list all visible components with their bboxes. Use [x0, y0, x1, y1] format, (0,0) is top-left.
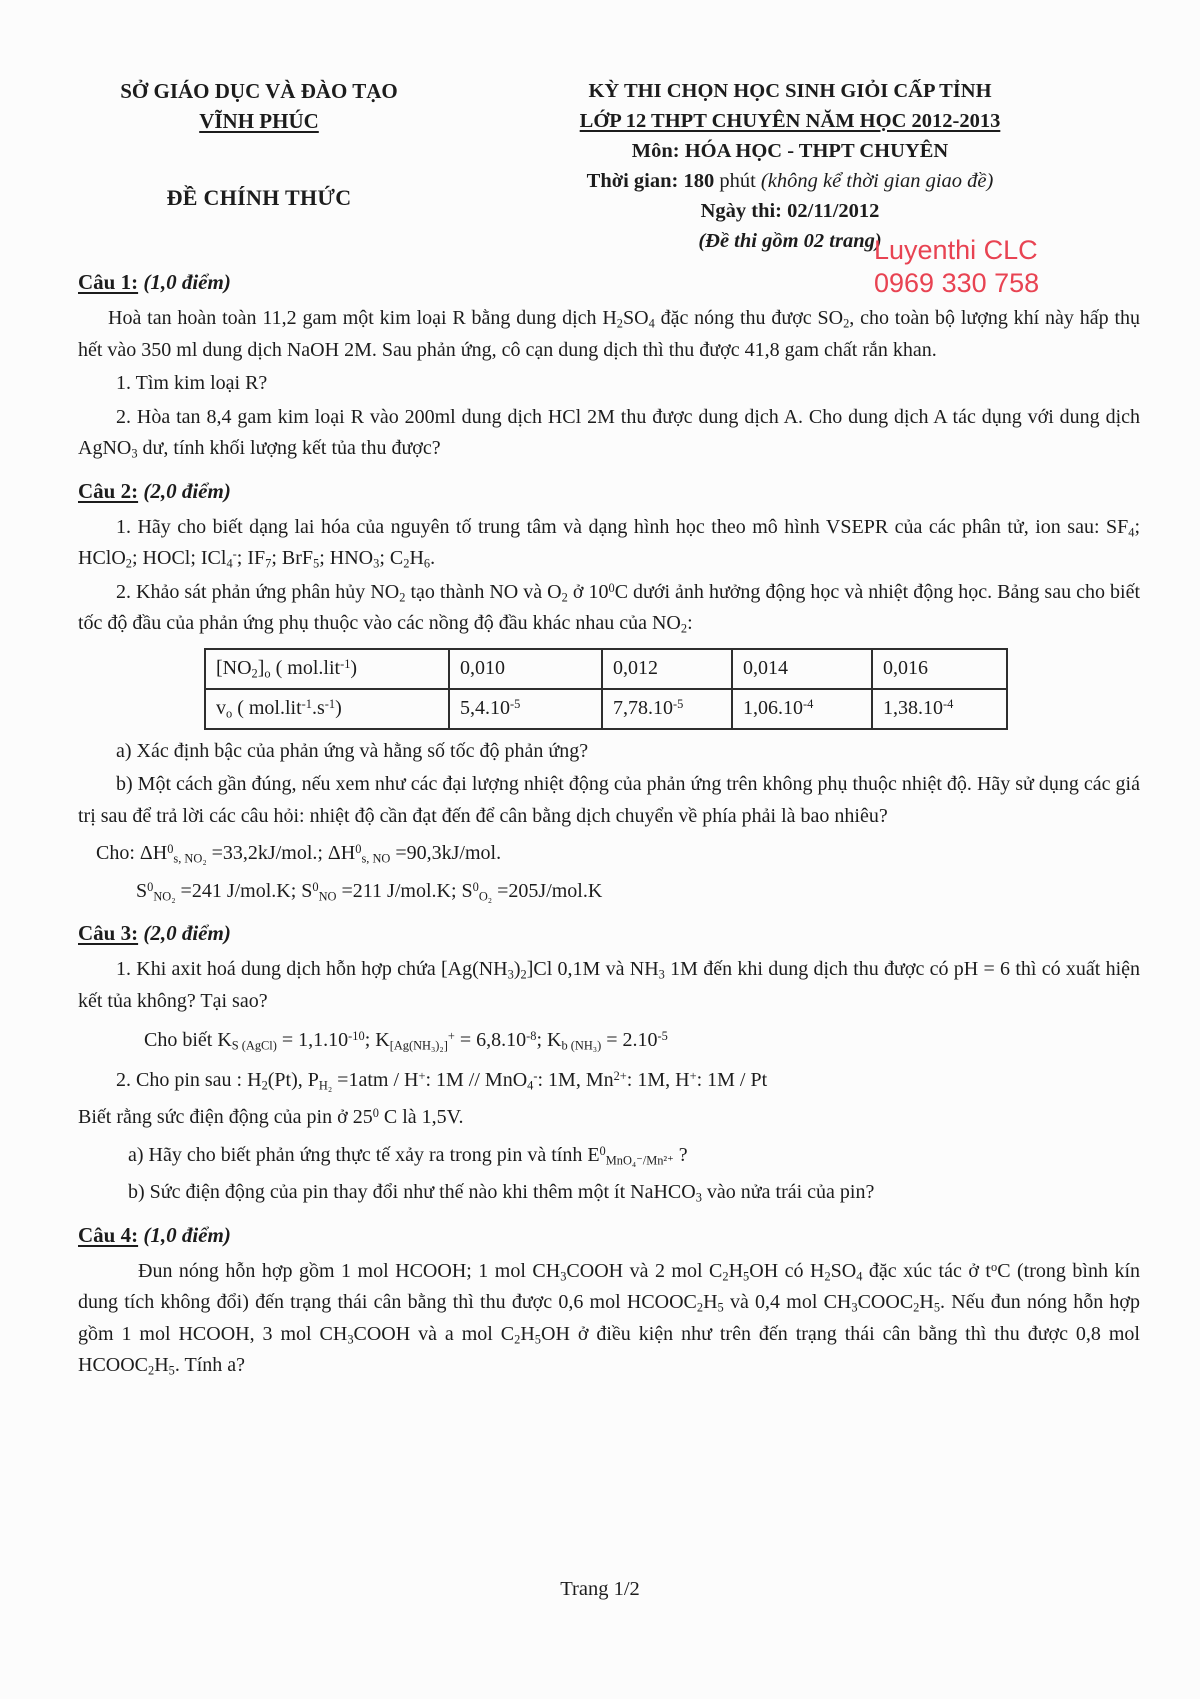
question-1-item-1: 1. Tìm kim loại R? [116, 372, 268, 394]
time-unit: phút [719, 170, 756, 192]
question-4 [78, 1223, 1140, 1382]
province-name: VĨNH PHÚC [199, 109, 319, 133]
question-4-heading [78, 1223, 1140, 1248]
question-3 [78, 921, 1140, 1209]
pages-note: (Đề thi gồm 02 trang) [698, 230, 882, 252]
question-2-heading [78, 479, 1140, 504]
question-2 [78, 479, 1140, 908]
rate-table-cell: $5,4.10^{-5}$ [449, 689, 602, 729]
question-2-given-entropy: $S^0_{NO_2} =241$ J/mol.K; $S^0_{NO} =211$ J/mol.K; $S^0_{O_2} =205J/mol.K$ [136, 879, 603, 903]
question-3-points: (2,0 điểm) [143, 921, 231, 945]
question-3-given-constants: Cho biết $K_{S (AgCl)} = 1,1.10^{-10}$; $K_{[Ag(NH_3)_2]}^+ = 6,8.10^{-8}$; $K_{b (NH_3)} = 2.10^{-5}$ [144, 1028, 668, 1053]
rate-table-cell: $1,06.10^{-4}$ [732, 689, 872, 729]
rate-table-header-v0: $v_o$ ( $mol.lit^{-1}.s^{-1}$) [205, 689, 449, 729]
watermark-phone: 0969 330 758 [874, 268, 1040, 298]
question-3-part-a: a) Hãy cho biết phản ứng thực tế xảy ra trong pin và tính $E^0_{MnO_4^-/Mn^{2+}}$ ? [128, 1143, 688, 1167]
rate-table-cell: 0,012 [602, 649, 732, 689]
time-note: (không kể thời gian giao đề) [760, 170, 994, 192]
exam-body [78, 270, 1140, 1382]
question-2-part-b: b) Một cách gần đúng, nếu xem như các đại lượng nhiệt động của phản ứng trên không phụ thuộc nhiệt độ. Hãy sử dụng các giá trị sau để trả lời các câu hỏi: nhiệt độ cần đạt đến để cân bằng dịch chuyển về phía phải là bao nhiêu? [78, 773, 1140, 827]
question-4-body: Đun nóng hỗn hợp gồm 1 mol HCOOH; 1 mol $CH_3COOH$ và 2 mol $C_2H_5OH$ có $H_2SO_4$ đặc xúc tác ở $t^oC$ (trong bình kín dung tích không đổi) đến trạng thái cân bằng thì thu được 0,6 mol $HCOOC_2H_5$ và 0,4 mol $CH_3COOC_2H_5$. Nếu đun nóng hỗn hợp gồm 1 mol HCOOH, 3 mol $CH_3COOH$ và a mol $C_2H_5OH$ ở điều kiện như trên đến trạng thái cân bằng thì thu được 0,8 mol $HCOOC_2H_5$. Tính a? [78, 1259, 1140, 1378]
rate-table-cell: 0,014 [732, 649, 872, 689]
question-4-points: (1,0 điểm) [143, 1222, 231, 1247]
question-1-intro: Hoà tan hoàn toàn 11,2 gam một kim loại R bằng dung dịch $H_2SO_4$ đặc nóng thu được $SO_2$, cho toàn bộ lượng khí này hấp thụ hết vào 350 ml dung dịch NaOH 2M. Sau phản ứng, cô cạn dung dịch thì thu được 41,8 gam chất rắn khan. [78, 307, 1141, 361]
question-1-points: (1,0 điểm) [143, 270, 231, 294]
rate-table-cell: $1,38.10^{-4}$ [872, 689, 1007, 729]
page-number: Trang 1/2 [560, 1578, 640, 1600]
watermark-brand: Luyenthi CLC [874, 235, 1038, 265]
time-label: Thời gian: [586, 170, 679, 192]
exam-header [78, 76, 1140, 256]
question-3-label: Câu 3: [78, 921, 139, 945]
question-3-part-b: b) Sức điện động của pin thay đổi như thế nào khi thêm một ít NaHCO$_3$ vào nửa trái của pin? [128, 1181, 875, 1205]
header-right [440, 76, 1140, 256]
question-2-given-enthalpy: Cho: $\Delta H^0_{s, NO_2} =33,2kJ/mol$.; $\Delta H^0_{s, NO} =90,3kJ/mol$. [96, 841, 502, 866]
question-3-heading [78, 921, 1140, 946]
rate-table [204, 648, 1140, 730]
rate-table-row-concentration [205, 649, 1007, 689]
rate-table-header-no2: $[NO_2]_o$ ( mol.lit$^{-1}$) [205, 649, 449, 689]
question-2-item-2: 2. Khảo sát phản ứng phân hủy $NO_2$ tạo thành NO và $O_2$ ở $10^0C$ dưới ảnh hưởng động học và nhiệt động học. Bảng sau cho biết tốc độ đầu của phản ứng phụ thuộc vào các nồng độ đầu khác nhau của $NO_2$: [78, 580, 1141, 636]
question-1-item-2: 2. Hòa tan 8,4 gam kim loại R vào 200ml dung dịch HCl 2M thu được dung dịch A. Cho dung dịch A tác dụng với dung dịch AgNO$_3$ dư, tính khối lượng kết tủa thu được? [78, 405, 1140, 461]
question-2-label: Câu 2: [78, 478, 139, 503]
question-2-item-1: 1. Hãy cho biết dạng lai hóa của nguyên tố trung tâm và dạng hình học theo mô hình VSEPR của các phân tử, ion sau: $SF_4$; HClO$_2$; HOCl; ICl$_4$-; $IF_7$; BrF$_5$; $HNO_3$; $C_2H_6$. [78, 515, 1140, 571]
subject-line: Môn: HÓA HỌC - THPT CHUYÊN [631, 140, 949, 162]
question-3-item-1: 1. Khi axit hoá dung dịch hỗn hợp chứa $[Ag(NH_3)_2]Cl$ 0,1M và $NH_3$ 1M đến khi dung dịch thu được có pH = 6 thì có xuất hiện kết tủa không? Tại sao? [78, 958, 1141, 1012]
exam-title-line1: KỲ THI CHỌN HỌC SINH GIỎI CẤP TỈNH [588, 80, 992, 102]
rate-table-cell: 0,010 [449, 649, 602, 689]
rate-table-cell: $7,78.10^{-5}$ [602, 689, 732, 729]
time-line [440, 166, 1140, 196]
question-3-item-2: 2. Cho pin sau : $H_2(Pt)$, $P_{H_2} =1atm / H^+$: 1M // MnO$_4$-: 1M, $Mn^{2+}$: 1M, H+: 1M / Pt [116, 1068, 768, 1092]
watermark [874, 234, 1039, 300]
rate-table-row-velocity [205, 689, 1007, 729]
official-exam-label: ĐỀ CHÍNH THỨC [166, 185, 352, 210]
question-3-emf-statement: Biết rằng sức điện động của pin ở $25^0$ C là 1,5V. [78, 1105, 464, 1128]
exam-title-line2: LỚP 12 THPT CHUYÊN NĂM HỌC 2012-2013 [579, 110, 1001, 132]
question-2-points: (2,0 điểm) [143, 478, 231, 503]
header-left [78, 76, 440, 256]
time-value: 180 [683, 170, 715, 192]
exam-date-line: Ngày thi: 02/11/2012 [700, 200, 880, 222]
department-name: SỞ GIÁO DỤC VÀ ĐÀO TẠO [120, 79, 398, 103]
question-1-label: Câu 1: [78, 270, 139, 294]
question-4-label: Câu 4: [78, 1222, 139, 1247]
question-2-part-a: a) Xác định bậc của phản ứng và hằng số tốc độ phản ứng? [116, 739, 589, 762]
rate-table-cell: 0,016 [872, 649, 1007, 689]
